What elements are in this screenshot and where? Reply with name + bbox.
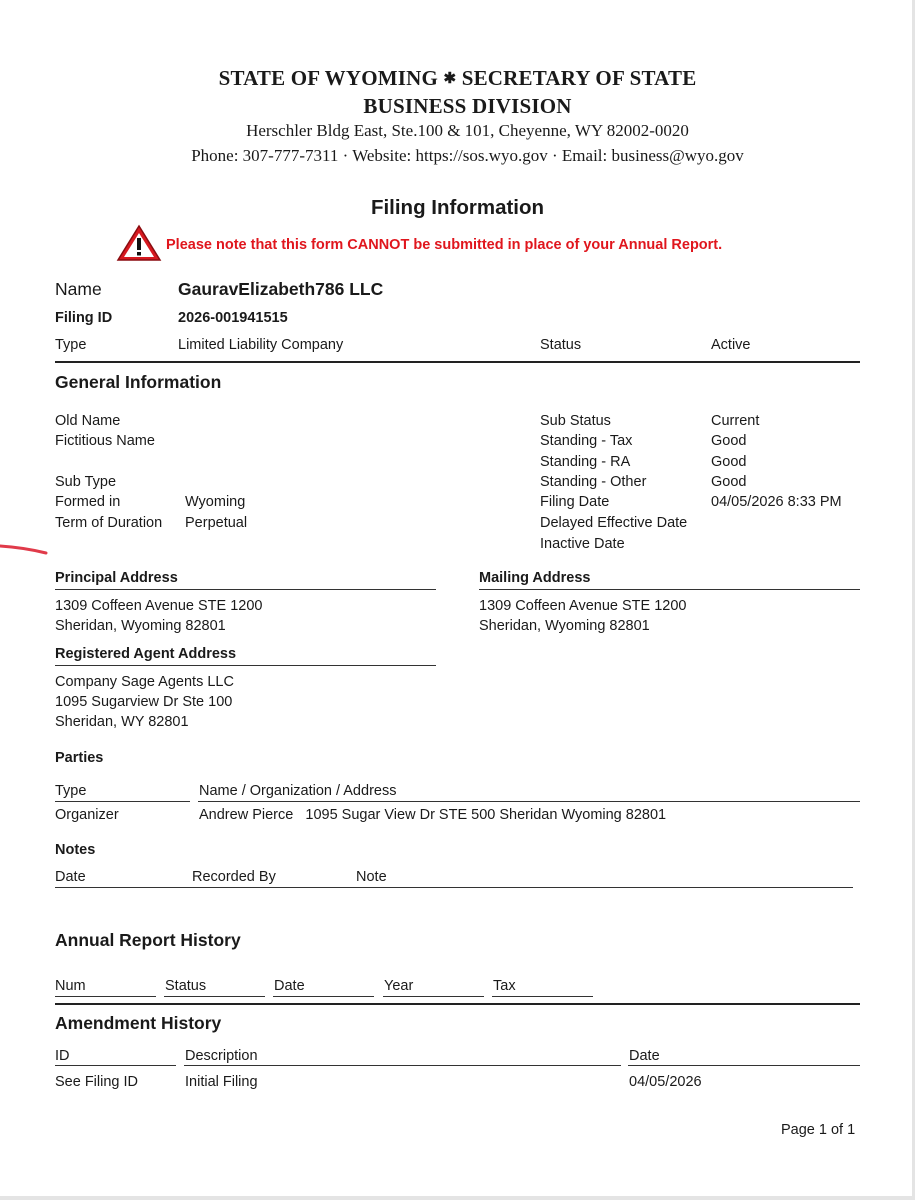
divider	[55, 589, 436, 590]
old-name-label: Old Name	[55, 413, 121, 429]
amendment-heading: Amendment History	[55, 1013, 222, 1033]
notes-col-note: Note	[356, 869, 387, 885]
divider	[383, 996, 484, 997]
page-number: Page 1 of 1	[781, 1122, 856, 1138]
term-value: Perpetual	[185, 515, 248, 531]
parties-heading: Parties	[55, 750, 104, 766]
page-edge	[0, 1196, 915, 1200]
mailing-address-line1: 1309 Coffeen Avenue STE 1200	[479, 598, 687, 614]
agent-line2: 1095 Sugarview Dr Ste 100	[55, 694, 233, 710]
header-separator: ✱	[443, 71, 457, 87]
standing-other-label: Standing - Other	[540, 474, 647, 490]
header-secretary: SECRETARY OF STATE	[461, 66, 697, 90]
fictitious-name-label: Fictitious Name	[55, 433, 155, 449]
header-address: Herschler Bldg East, Ste.100 & 101, Cheyenne, WY 82002-0020	[246, 121, 689, 140]
notes-heading: Notes	[55, 842, 96, 858]
party-type: Organizer	[55, 807, 119, 823]
amendment-row-description: Initial Filing	[185, 1074, 258, 1090]
principal-address-heading: Principal Address	[55, 570, 178, 586]
divider	[273, 996, 374, 997]
amendment-col-date: Date	[629, 1048, 660, 1064]
sub-status-value: Current	[711, 413, 760, 429]
type-label: Type	[55, 337, 87, 353]
header-line1	[0, 66, 915, 91]
standing-tax-value: Good	[711, 433, 747, 449]
annual-col-status: Status	[165, 978, 207, 994]
sub-type-label: Sub Type	[55, 474, 117, 490]
party-person: Andrew Pierce	[199, 807, 294, 823]
standing-ra-label: Standing - RA	[540, 454, 631, 470]
header-contact: Phone: 307-777-7311 · Website: https://sos.wyo.gov · Email: business@wyo.gov	[191, 146, 744, 165]
divider	[184, 1065, 621, 1066]
page-title: Filing Information	[370, 196, 545, 219]
type-value: Limited Liability Company	[178, 337, 344, 353]
header-state: STATE OF WYOMING	[218, 66, 439, 90]
name-label: Name	[55, 279, 102, 299]
agent-line1: Company Sage Agents LLC	[55, 674, 234, 690]
divider	[198, 801, 860, 802]
divider	[164, 996, 265, 997]
divider	[55, 1003, 860, 1005]
divider	[55, 1065, 176, 1066]
standing-other-value: Good	[711, 474, 747, 490]
formed-in-value: Wyoming	[185, 494, 246, 510]
annotation-mark	[0, 540, 50, 560]
annual-col-num: Num	[55, 978, 86, 994]
divider	[55, 361, 860, 363]
status-value: Active	[711, 337, 751, 353]
annual-report-heading: Annual Report History	[55, 930, 241, 950]
standing-ra-value: Good	[711, 454, 747, 470]
agent-line3: Sheridan, WY 82801	[55, 714, 189, 730]
delayed-effective-date-label: Delayed Effective Date	[540, 515, 688, 531]
divider	[55, 887, 853, 888]
registered-agent-heading: Registered Agent Address	[55, 646, 237, 662]
divider	[479, 589, 860, 590]
mailing-address-heading: Mailing Address	[479, 570, 591, 586]
divider	[628, 1065, 860, 1066]
filing-date-label: Filing Date	[540, 494, 610, 510]
term-label: Term of Duration	[55, 515, 163, 531]
principal-address-line1: 1309 Coffeen Avenue STE 1200	[55, 598, 263, 614]
divider	[55, 801, 190, 802]
entity-name: GauravElizabeth786 LLC	[178, 279, 384, 299]
sub-status-label: Sub Status	[540, 413, 611, 429]
party-address: 1095 Sugar View Dr STE 500 Sheridan Wyoming 82801	[305, 807, 667, 823]
divider	[55, 996, 156, 997]
notes-col-recorded-by: Recorded By	[192, 869, 276, 885]
filing-id-value: 2026-001941515	[178, 310, 288, 326]
amendment-row-date: 04/05/2026	[629, 1074, 702, 1090]
annual-col-date: Date	[274, 978, 305, 994]
parties-col-name: Name / Organization / Address	[199, 783, 397, 799]
formed-in-label: Formed in	[55, 494, 121, 510]
annual-col-year: Year	[384, 978, 414, 994]
warning-message: Please note that this form CANNOT be submitted in place of your Annual Report.	[166, 237, 723, 253]
mailing-address-line2: Sheridan, Wyoming 82801	[479, 618, 650, 634]
status-label: Status	[540, 337, 582, 353]
divider	[492, 996, 593, 997]
header-division: BUSINESS DIVISION	[363, 94, 572, 118]
annual-col-tax: Tax	[493, 978, 516, 994]
general-info-heading: General Information	[55, 372, 222, 392]
filing-date-value: 04/05/2026 8:33 PM	[711, 494, 842, 510]
principal-address-line2: Sheridan, Wyoming 82801	[55, 618, 226, 634]
divider	[55, 665, 436, 666]
warning-triangle-icon	[116, 224, 162, 262]
parties-col-type: Type	[55, 783, 87, 799]
party-name	[199, 807, 666, 823]
amendment-row-id: See Filing ID	[55, 1074, 139, 1090]
filing-id-label: Filing ID	[55, 310, 113, 326]
standing-tax-label: Standing - Tax	[540, 433, 633, 449]
inactive-date-label: Inactive Date	[540, 536, 625, 552]
notes-col-date: Date	[55, 869, 86, 885]
amendment-col-id: ID	[55, 1048, 70, 1064]
amendment-col-description: Description	[185, 1048, 258, 1064]
